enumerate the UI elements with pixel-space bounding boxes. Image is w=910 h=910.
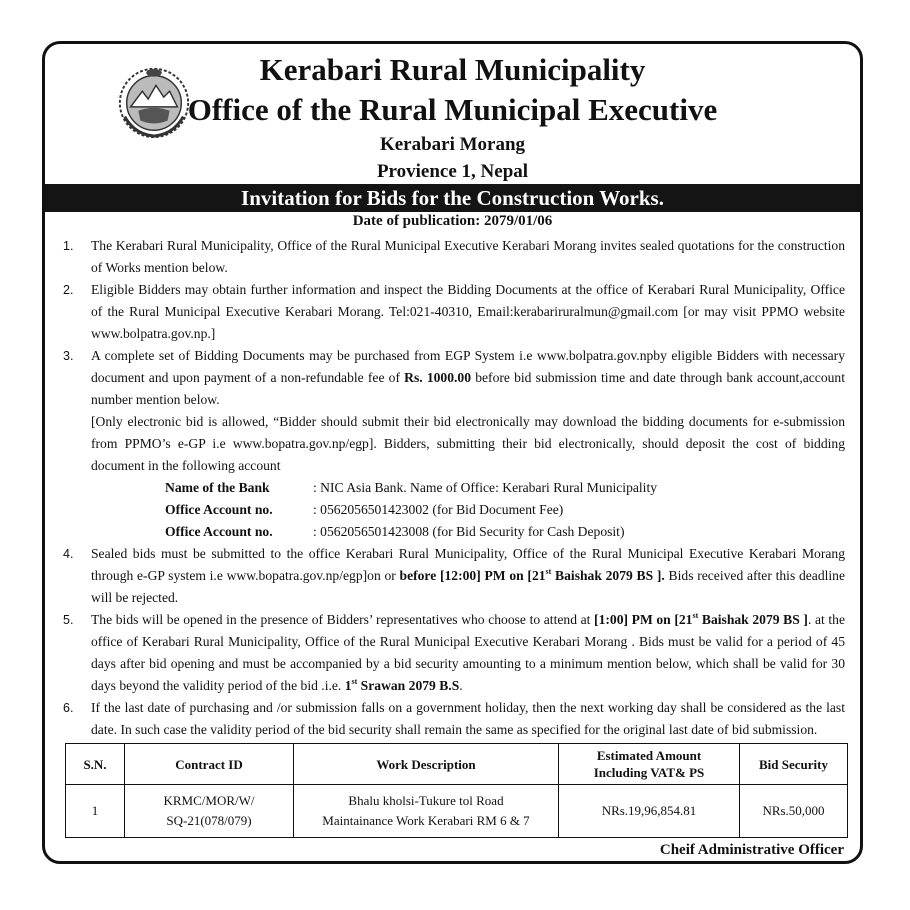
clause-text-part: before bid submission time and date through bank account,account number mention below. xyxy=(91,370,845,407)
deadline-part: Baishak 2079 BS ]. xyxy=(551,568,665,583)
notice-frame xyxy=(42,41,863,864)
header-bid-security: Bid Security xyxy=(740,744,848,785)
clause-1 xyxy=(63,235,845,279)
cell-line: KRMC/MOR/W/ xyxy=(163,793,255,808)
clause-number: 1. xyxy=(63,239,74,253)
clause-6 xyxy=(63,697,845,741)
municipality-name: Kerabari Rural Municipality xyxy=(259,52,646,87)
validity-part: Srawan 2079 B.S xyxy=(357,678,460,693)
cell-sn: 1 xyxy=(66,785,125,838)
notice-title: Invitation for Bids for the Construction Works. xyxy=(45,184,860,212)
table-header-row xyxy=(66,744,848,785)
cell-line: SQ-21(078/079) xyxy=(166,813,252,828)
table-row xyxy=(66,785,848,838)
opening-part: [1:00] PM on [21 xyxy=(594,612,693,627)
clause-number: 3. xyxy=(63,349,74,363)
works-table xyxy=(65,743,848,838)
clause-5 xyxy=(63,609,845,697)
clause-text-part: Sealed bids must be submitted to the office Kerabari Rural Municipality, Office of the Rural Municipal Executive Kerabari Morang through e-GP system i.e www.bopatra.gov.np/egp]on or xyxy=(91,546,845,583)
clause-text-part: Bids received after this deadline will be rejected. xyxy=(91,568,845,605)
clause-text xyxy=(91,345,845,477)
cell-estimated-amount: NRs.19,96,854.81 xyxy=(559,785,740,838)
clause-3 xyxy=(63,345,845,477)
publication-date: Date of publication: 2079/01/06 xyxy=(352,213,553,229)
clause-number: 2. xyxy=(63,283,74,297)
header-estimated-amount xyxy=(559,744,740,785)
validity-part: 1 xyxy=(344,678,352,693)
cell-contract-id xyxy=(125,785,294,838)
opening-part: Baishak 2079 BS ] xyxy=(698,612,808,627)
account-label: Office Account no. xyxy=(165,524,273,539)
deadline-part: before [12:00] PM on [21 xyxy=(399,568,546,583)
office-location: Kerabari Morang xyxy=(379,134,526,155)
clause-number: 5. xyxy=(63,613,74,627)
office-name: Office of the Rural Municipal Executive xyxy=(187,92,718,127)
opening-time xyxy=(594,612,808,627)
submission-deadline xyxy=(400,568,665,583)
bank-value: : NIC Asia Bank. Name of Office: Kerabari Rural Municipality xyxy=(313,480,658,495)
ordinal-suffix: st xyxy=(692,611,699,620)
ordinal-suffix: st xyxy=(545,567,552,576)
cell-line: Maintainance Work Kerabari RM 6 & 7 xyxy=(322,813,530,828)
bank-row xyxy=(63,499,845,521)
cell-work-description xyxy=(294,785,559,838)
electronic-bid-note: [Only electronic bid is allowed, “Bidder should submit their bid electronically may download the bidding documents for e-submission from PPMO’s e-GP i.e www.bopatra.gov.np/egp]. Bidders, submitting their bid electronically, should deposit the cost of bidding document in the following account xyxy=(91,414,845,473)
clause-text-part: . at the office of Kerabari Rural Municipality, Office of the Rural Municipal Executive Kerabari Morang . Bids must be valid for a period of 45 days after bid opening and must be accompanied by a bid security amounting to a minimum mention below, which shall be valid for 30 days beyond the validity period of the bid .i.e. xyxy=(91,612,845,693)
clause-text-part: The bids will be opened in the presence of Bidders’ representatives who choose to attend at xyxy=(91,612,595,627)
bank-row xyxy=(63,477,845,499)
header-work-description: Work Description xyxy=(294,744,559,785)
cell-bid-security: NRs.50,000 xyxy=(740,785,848,838)
cell-line: Bhalu kholsi-Tukure tol Road xyxy=(348,793,504,808)
bank-label: Name of the Bank xyxy=(165,480,270,495)
clause-text xyxy=(91,609,845,697)
clause-text xyxy=(91,543,845,609)
clause-text: The Kerabari Rural Municipality, Office of the Rural Municipal Executive Kerabari Morang invites sealed quotations for the construction of Works mention below. xyxy=(91,238,845,275)
clause-text: Eligible Bidders may obtain further information and inspect the Bidding Documents at the office of Kerabari Rural Municipality, Office of the Rural Municipal Executive Kerabari Morang. Tel:021-40310, Email:kerabariruralmun@gmail.com [or may visit PPMO website www.bolpatra.gov.np.] xyxy=(91,282,845,341)
account-label: Office Account no. xyxy=(165,502,273,517)
clause-text-part: . xyxy=(459,678,463,693)
validity-date xyxy=(344,677,463,693)
account-value: : 0562056501423002 (for Bid Document Fee) xyxy=(313,502,564,517)
clause-number: 4. xyxy=(63,547,74,561)
bank-row xyxy=(63,521,845,543)
clause-4 xyxy=(63,543,845,609)
clause-text-part: A complete set of Bidding Documents may be purchased from EGP System i.e www.bolpatra.gov.npby eligible Bidders with necessary document and upon payment of a non-refundable fee of xyxy=(91,348,845,385)
document-fee: Rs. 1000.00 xyxy=(404,370,472,385)
ordinal-suffix: st xyxy=(351,677,358,686)
account-value: : 0562056501423008 (for Bid Security for Cash Deposit) xyxy=(313,524,625,539)
province-name: Provience 1, Nepal xyxy=(376,161,529,182)
header-line: Estimated Amount xyxy=(596,748,702,763)
header-line: Including VAT& PS xyxy=(593,765,705,780)
header-sn: S.N. xyxy=(66,744,125,785)
header-contract-id: Contract ID xyxy=(125,744,294,785)
notice-body xyxy=(63,235,845,741)
clause-number: 6. xyxy=(63,701,74,715)
clause-text: If the last date of purchasing and /or submission falls on a government holiday, then the next working day shall be considered as the last date. In such case the validity period of the bid security shall remain the same as specified for the original last date of bid submission. xyxy=(91,700,845,737)
clause-2 xyxy=(63,279,845,345)
signatory-title: Cheif Administrative Officer xyxy=(659,842,844,858)
